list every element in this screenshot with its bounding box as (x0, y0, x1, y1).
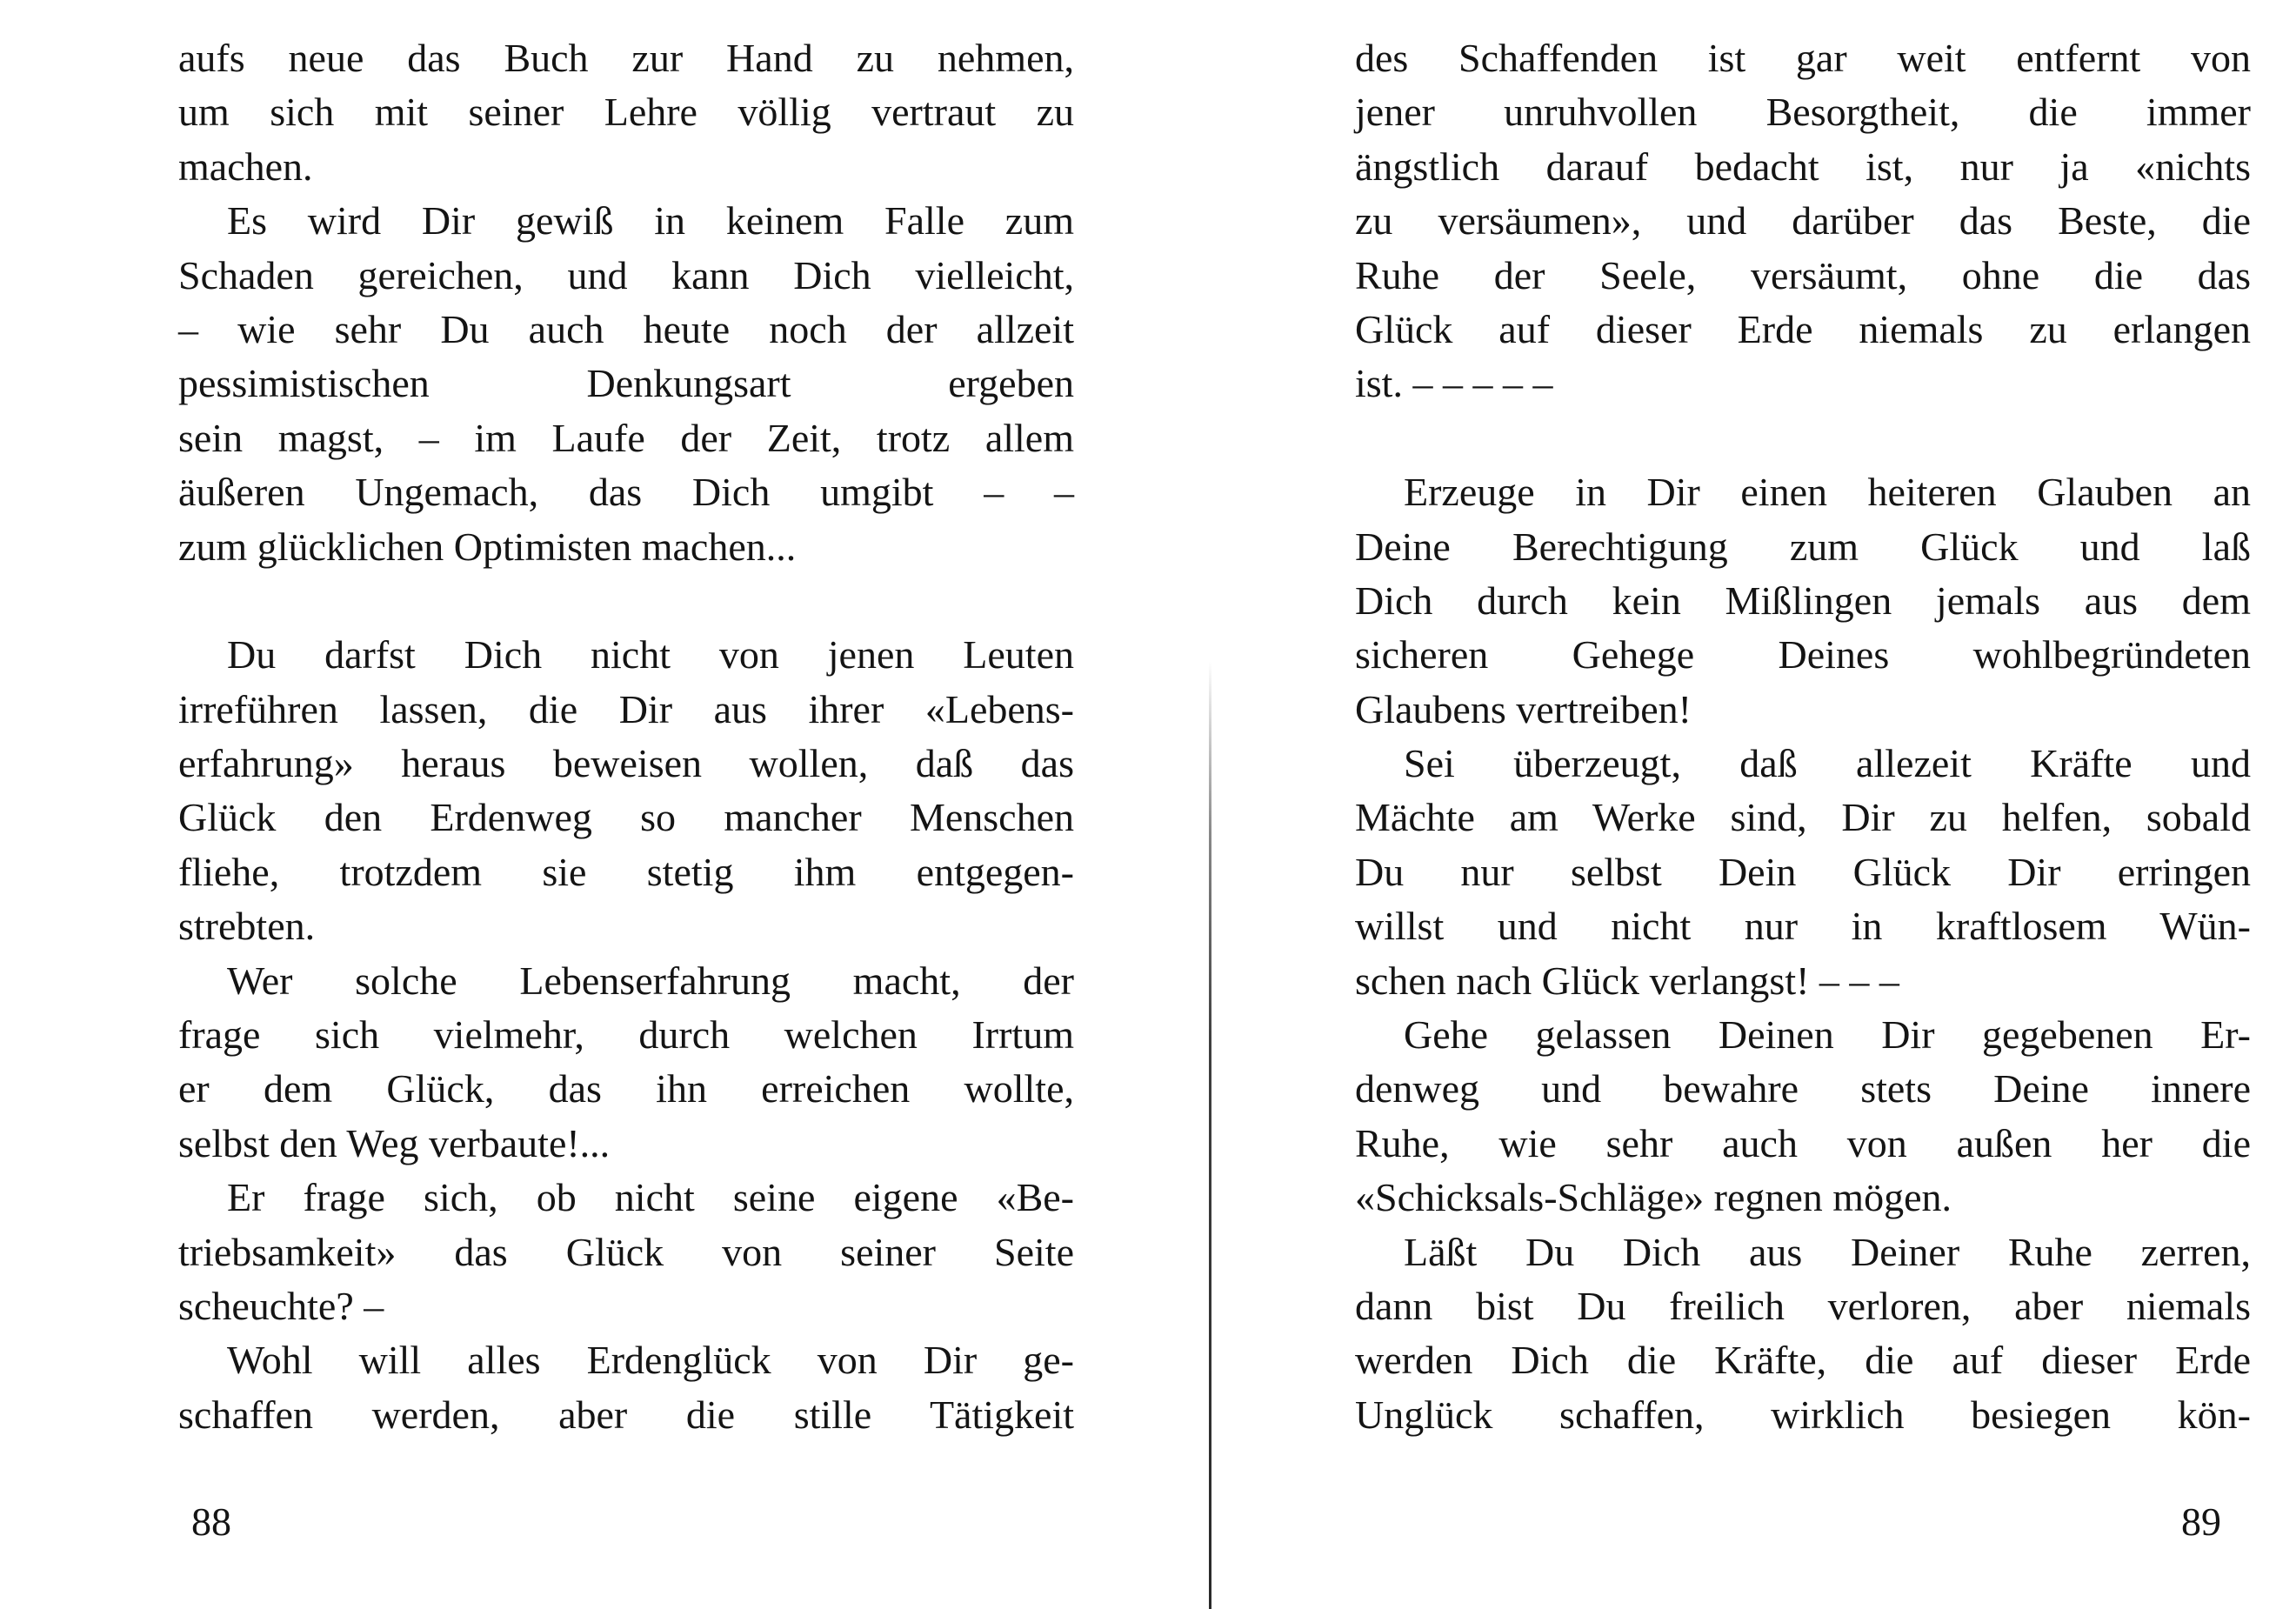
text-line: frage sich vielmehr, durch welchen Irrtum (178, 1012, 1074, 1058)
text-line: des Schaffenden ist gar weit entfernt von (1355, 36, 2251, 80)
text-line: Es wird Dir gewiß in keinem Falle zum (227, 198, 1074, 244)
text-line: Glück auf dieser Erde niemals zu erlangen (1355, 306, 2251, 351)
text-line: äußeren Ungemach, das Dich umgibt – – (178, 470, 1074, 515)
right-page-body-text (1355, 31, 2251, 1442)
text-line: willst und nicht nur in kraftlosem Wün- (1355, 904, 2251, 949)
text-line: strebten. (178, 904, 316, 949)
right-page-number: 89 (2181, 1499, 2221, 1544)
text-line: Wer solche Lebenserfahrung macht, der (227, 958, 1074, 1003)
text-line: fliehe, trotzdem sie stetig ihm entgegen- (178, 849, 1074, 894)
text-line: Ruhe der Seele, versäumt, ohne die das (1355, 252, 2251, 297)
text-line: Ruhe, wie sehr auch von außen her die (1355, 1120, 2251, 1165)
text-line: Erzeuge in Dir einen heiteren Glauben an (1404, 470, 2251, 515)
text-line: Glaubens vertreiben! (1355, 686, 1692, 731)
text-line: selbst den Weg verbaute!... (178, 1120, 611, 1165)
text-line: schen nach Glück verlangst! – – – (1355, 958, 1899, 1003)
text-line (1355, 411, 2251, 465)
text-line: dann bist Du freilich verloren, aber niemals (1355, 1283, 2251, 1328)
text-line: Gehe gelassen Deinen Dir gegebenen Er- (1404, 1012, 2251, 1058)
text-line: Läßt Du Dich aus Deiner Ruhe zerren, (1404, 1229, 2251, 1274)
text-line: triebsamkeit» das Glück von seiner Seite (178, 1229, 1074, 1274)
text-line: zum glücklichen Optimisten machen... (178, 524, 797, 569)
text-line: er dem Glück, das ihn erreichen wollte, (178, 1066, 1074, 1112)
text-line (178, 574, 1074, 628)
text-line: Glück den Erdenweg so mancher Menschen (178, 795, 1074, 840)
text-line: Mächte am Werke sind, Dir zu helfen, sobald (1355, 795, 2251, 840)
text-line: um sich mit seiner Lehre völlig vertraut zu (178, 90, 1074, 135)
left-page-number: 88 (191, 1499, 231, 1544)
text-line: – wie sehr Du auch heute noch der allzeit (178, 306, 1074, 351)
text-line: sicheren Gehege Deines wohlbegründeten (1355, 632, 2251, 678)
text-line: sein magst, – im Laufe der Zeit, trotz allem (178, 415, 1074, 460)
text-line: «Schicksals-Schläge» regnen mögen. (1355, 1175, 1952, 1220)
text-line: ängstlich darauf bedacht ist, nur ja «nichts (1355, 144, 2251, 189)
text-line: zu versäumen», und darüber das Beste, die (1355, 198, 2251, 244)
text-line: Deine Berechtigung zum Glück und laß (1355, 524, 2251, 569)
text-line: machen. (178, 144, 313, 189)
text-line: scheuchte? – (178, 1283, 384, 1328)
text-line: Wohl will alles Erdenglück von Dir ge- (227, 1338, 1074, 1383)
text-line: werden Dich die Kräfte, die auf dieser Erde (1355, 1338, 2251, 1383)
text-line: Er frage sich, ob nicht seine eigene «Be- (227, 1175, 1074, 1220)
text-line: Du darfst Dich nicht von jenen Leuten (227, 632, 1074, 678)
text-line: denweg und bewahre stets Deine innere (1355, 1066, 2251, 1112)
text-line: erfahrung» heraus beweisen wollen, daß das (178, 741, 1074, 786)
text-line: Dich durch kein Mißlingen jemals aus dem (1355, 578, 2251, 623)
text-line: ist. – – – – – (1355, 361, 1553, 406)
right-page (1148, 0, 2296, 1609)
text-line: jener unruhvollen Besorgtheit, die immer (1355, 90, 2251, 135)
text-line: Du nur selbst Dein Glück Dir erringen (1355, 849, 2251, 894)
text-line: Sei überzeugt, daß allezeit Kräfte und (1404, 741, 2251, 786)
text-line: pessimistischen Denkungsart ergeben (178, 361, 1074, 406)
text-line: aufs neue das Buch zur Hand zu nehmen, (178, 36, 1074, 80)
left-page-body-text (178, 31, 1074, 1442)
text-line: Schaden gereichen, und kann Dich vielleicht, (178, 252, 1074, 297)
text-line: irreführen lassen, die Dir aus ihrer «Lebens- (178, 686, 1074, 731)
text-line: schaffen werden, aber die stille Tätigkeit (178, 1392, 1074, 1437)
text-line: Unglück schaffen, wirklich besiegen kön- (1355, 1392, 2251, 1437)
